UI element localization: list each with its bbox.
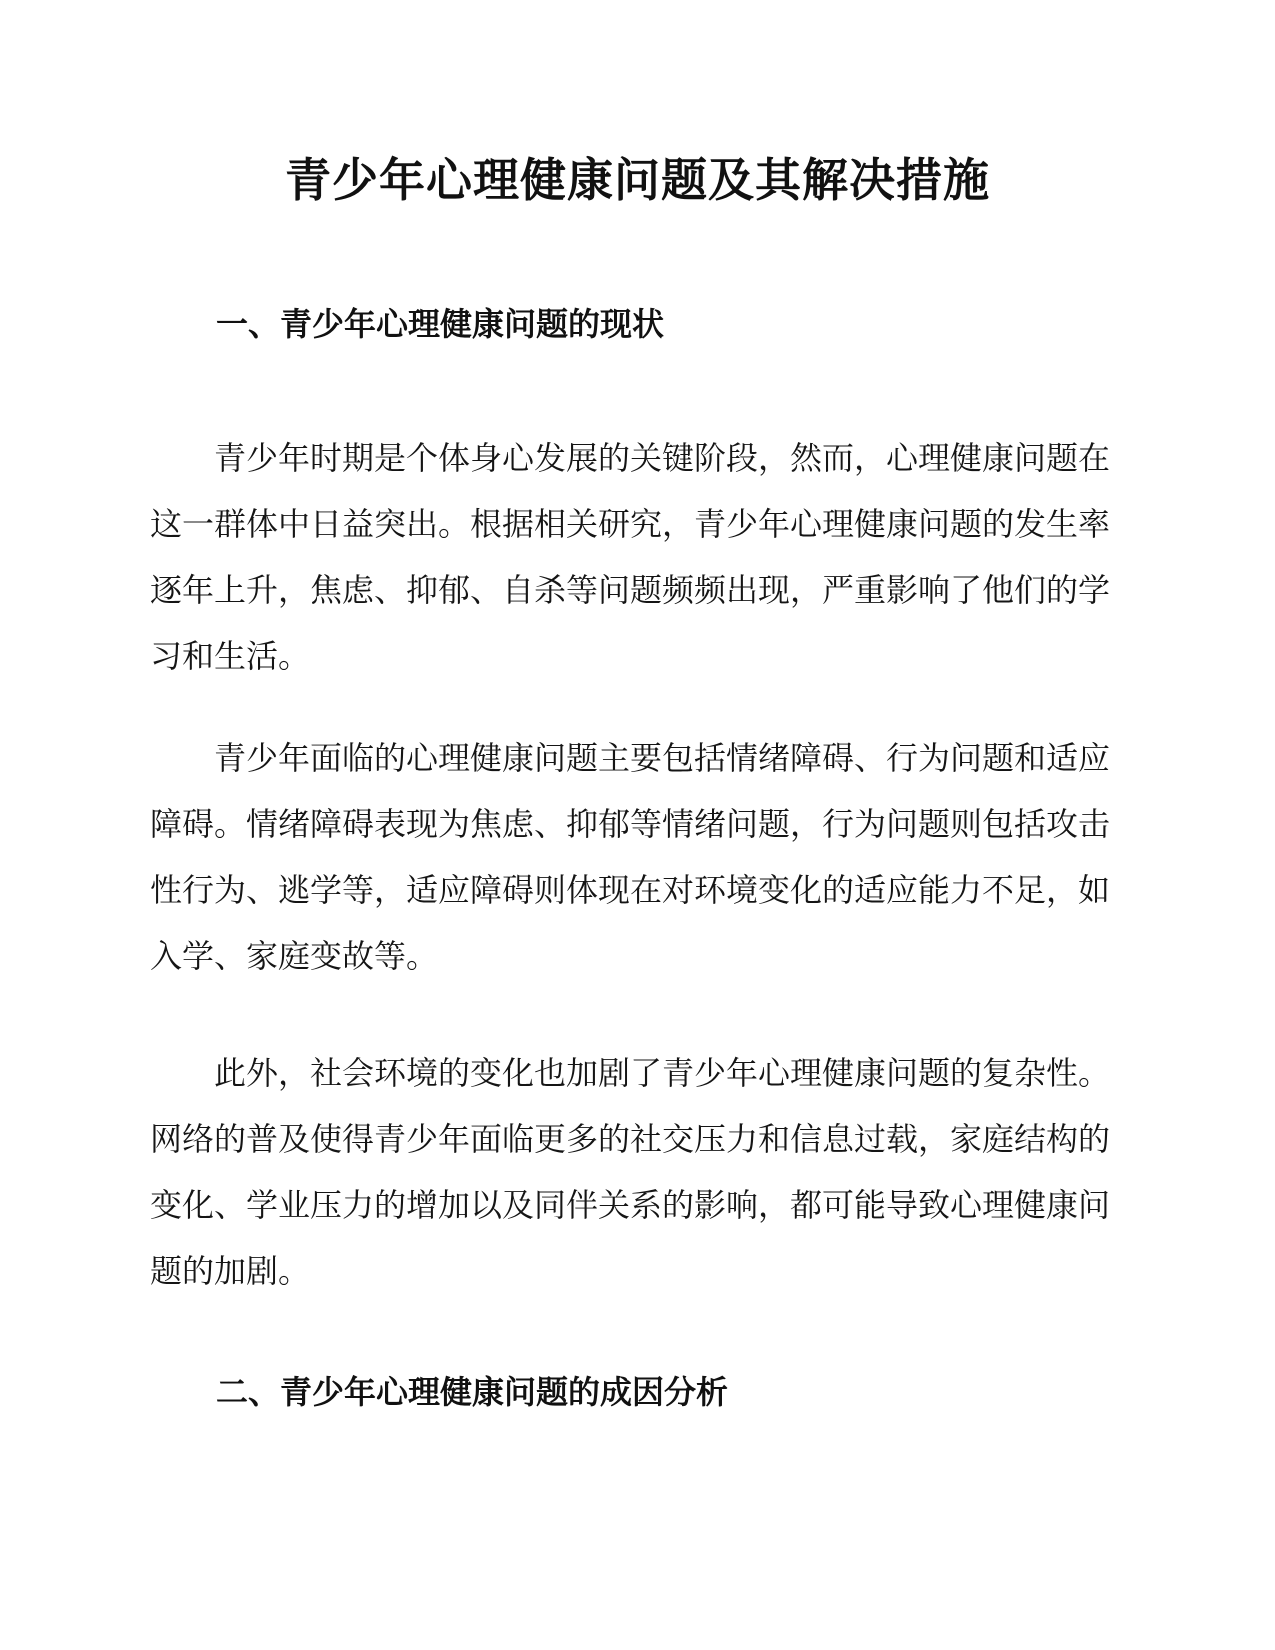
paragraph-2: 青少年面临的心理健康问题主要包括情绪障碍、行为问题和适应障碍。情绪障碍表现为焦虑、抑郁等情绪问题，行为问题则包括攻击性行为、逃学等，适应障碍则体现在对环境变化的适应能力不足，如入学、家庭变故等。: [150, 739, 1111, 975]
document-title: 青少年心理健康问题及其解决措施: [285, 153, 990, 207]
section-heading-cause-analysis: 二、青少年心理健康问题的成因分析: [216, 1373, 729, 1411]
section-heading-current-status: 一、青少年心理健康问题的现状: [216, 305, 665, 343]
paragraph-1: 青少年时期是个体身心发展的关键阶段，然而，心理健康问题在这一群体中日益突出。根据相关研究，青少年心理健康问题的发生率逐年上升，焦虑、抑郁、自杀等问题频频出现，严重影响了他们的学习和生活。: [150, 439, 1111, 675]
paragraph-3: 此外，社会环境的变化也加剧了青少年心理健康问题的复杂性。网络的普及使得青少年面临更多的社交压力和信息过载，家庭结构的变化、学业压力的增加以及同伴关系的影响，都可能导致心理健康问题的加剧。: [150, 1054, 1111, 1290]
